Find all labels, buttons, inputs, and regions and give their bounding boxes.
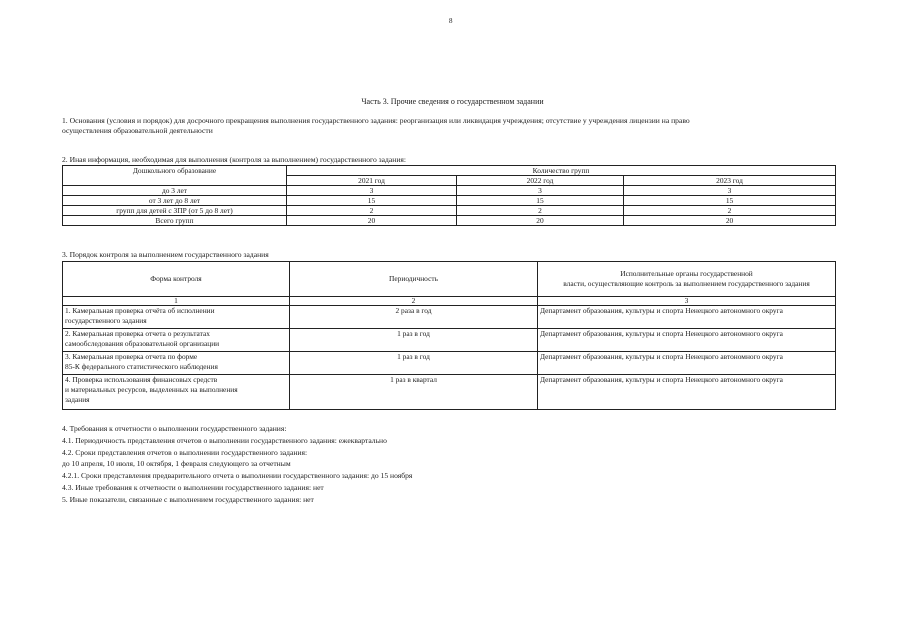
groups-cell: 15 [457, 196, 624, 206]
table-row [63, 206, 836, 216]
requirement-line: 4. Требования к отчетности о выполнении государственного задания: [62, 424, 287, 433]
control-form-cell [63, 329, 290, 352]
groups-cell: 20 [457, 216, 624, 226]
section-3-heading: 3. Порядок контроля за выполнением государственного задания [62, 250, 269, 259]
control-table [62, 261, 836, 410]
control-form-line: самообследования образовательной организации [65, 339, 220, 348]
requirement-line: 5. Иные показатели, связанные с выполнением государственного задания: нет [62, 494, 314, 504]
groups-row-label: групп для детей с ЗПР (от 5 до 8 лет) [63, 206, 287, 216]
groups-table-col0-header: Дошкольного образование [63, 166, 287, 186]
requirement-line: 4.3. Иные требования к отчетности о выполнении государственного задания: нет [62, 482, 324, 492]
groups-cell: 20 [624, 216, 836, 226]
table-row [63, 352, 836, 375]
control-form-cell [63, 306, 290, 329]
groups-cell: 3 [287, 186, 457, 196]
requirement-line: до 10 апреля, 10 июля, 10 октября, 1 февраля следующего за отчетным [62, 459, 291, 469]
section-1-line-2: осуществления образовательной деятельности [62, 126, 213, 135]
control-form-cell [63, 375, 290, 410]
groups-cell: 2 [457, 206, 624, 216]
groups-cell: 15 [624, 196, 836, 206]
groups-cell: 2 [624, 206, 836, 216]
requirement-line: 4.2.1. Сроки представления предварительного отчета о выполнении государственного задания: до 15 ноября [62, 471, 413, 481]
control-period-cell: 1 раз в год [290, 352, 538, 375]
groups-row-label: от 3 лет до 8 лет [63, 196, 287, 206]
control-form-line: 85-К федерального статистического наблюдения [65, 362, 218, 371]
control-form-line: задания [65, 395, 90, 404]
control-authority-cell: Департамент образования, культуры и спорта Ненецкого автономного округа [538, 352, 836, 375]
groups-table-year: 2021 год [287, 176, 457, 186]
groups-cell: 3 [457, 186, 624, 196]
control-authority-cell: Департамент образования, культуры и спорта Ненецкого автономного округа [538, 375, 836, 410]
table-row [63, 196, 836, 206]
section-1-line-1: 1. Основания (условия и порядок) для досрочного прекращения выполнения государственного задания: реорганизация или ликвидация учреждения; отсутствие у учреждения лицензии на право [62, 116, 690, 125]
groups-cell: 3 [624, 186, 836, 196]
reporting-requirements [62, 423, 412, 506]
control-col-number: 3 [538, 297, 836, 306]
control-form-line: 4. Проверка использования финансовых средств [65, 375, 218, 384]
groups-table-year: 2022 год [457, 176, 624, 186]
groups-cell: 20 [287, 216, 457, 226]
control-period-cell: 1 раз в год [290, 329, 538, 352]
table-row [63, 329, 836, 352]
control-period-cell: 2 раза в год [290, 306, 538, 329]
control-col-number: 1 [63, 297, 290, 306]
control-header-form: Форма контроля [63, 262, 290, 297]
control-col-number: 2 [290, 297, 538, 306]
requirement-line: 4.1. Периодичность представления отчетов о выполнении государственного задания: ежеквартально [62, 435, 387, 445]
control-header-authority-line-1: Исполнительные органы государственной [620, 269, 753, 278]
page-title: Часть 3. Прочие сведения о государственном задании [361, 97, 544, 106]
groups-cell: 15 [287, 196, 457, 206]
control-header-period: Периодичность [290, 262, 538, 297]
control-header-authority-line-2: власти, осуществляющие контроль за выполнением государственного задания [563, 279, 810, 288]
control-form-line: 2. Камеральная проверка отчета о результатах [65, 329, 210, 338]
groups-row-label: до 3 лет [63, 186, 287, 196]
table-row [63, 186, 836, 196]
groups-cell: 2 [287, 206, 457, 216]
control-authority-cell: Департамент образования, культуры и спорта Ненецкого автономного округа [538, 306, 836, 329]
control-form-line: 3. Камеральная проверка отчета по форме [65, 352, 198, 361]
section-2-heading: 2. Иная информация, необходимая для выполнения (контроля за выполнением) государственного задания: [62, 155, 407, 164]
control-form-cell [63, 352, 290, 375]
control-period-cell: 1 раз в квартал [290, 375, 538, 410]
page-number: 8 [449, 17, 453, 25]
table-row [63, 306, 836, 329]
control-form-line: и материальных ресурсов, выделенных на выполнения [65, 385, 238, 394]
groups-table [62, 165, 836, 226]
table-row [63, 375, 836, 410]
control-authority-cell: Департамент образования, культуры и спорта Ненецкого автономного округа [538, 329, 836, 352]
groups-table-group-header: Количество групп [287, 166, 836, 176]
control-form-line: государственного задания [65, 316, 147, 325]
control-header-authority [538, 262, 836, 297]
requirement-line: 4.2. Сроки представления отчетов о выполнении государственного задания: [62, 447, 308, 457]
control-form-line: 1. Камеральная проверка отчёта об исполнении [65, 306, 215, 315]
groups-table-year: 2023 год [624, 176, 836, 186]
table-row [63, 216, 836, 226]
section-1-text [62, 116, 838, 136]
groups-row-label: Всего групп [63, 216, 287, 226]
